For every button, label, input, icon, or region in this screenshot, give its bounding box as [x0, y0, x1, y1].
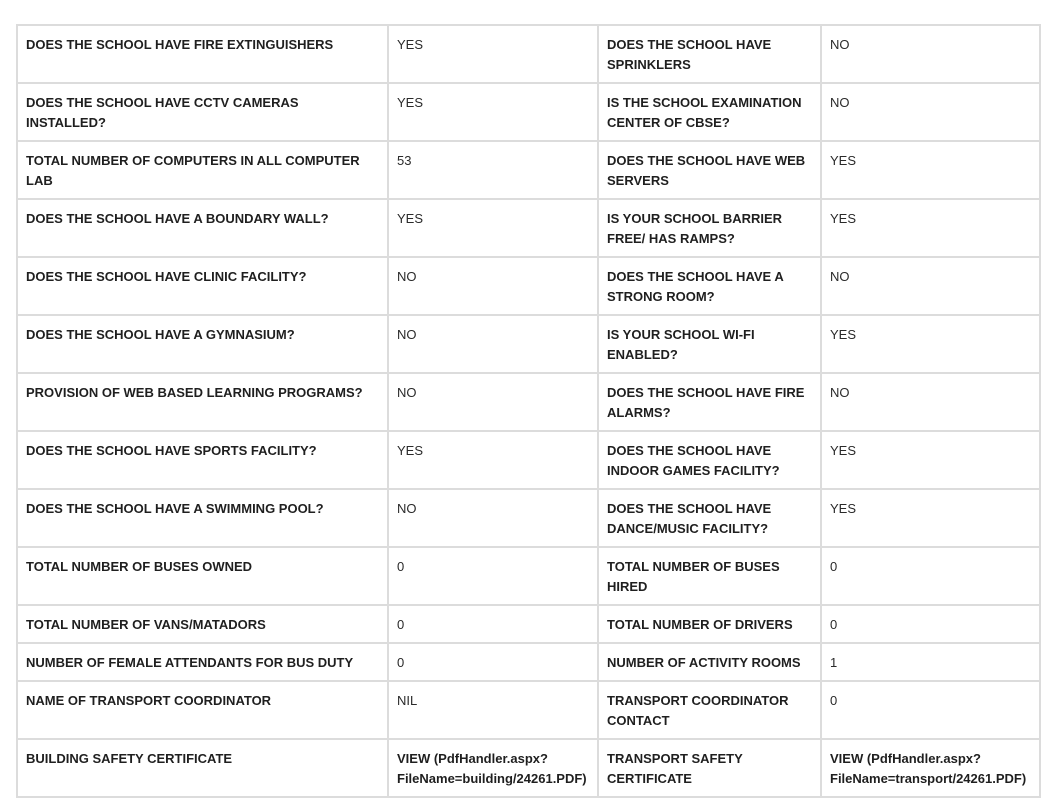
question-cell: NUMBER OF FEMALE ATTENDANTS FOR BUS DUTY — [17, 643, 388, 681]
answer-cell: 0 — [821, 547, 1040, 605]
school-facilities-table — [16, 24, 1041, 798]
answer-cell: 0 — [821, 681, 1040, 739]
answer-cell: NO — [388, 489, 598, 547]
table-row — [17, 199, 1040, 257]
table-row — [17, 315, 1040, 373]
table-row — [17, 547, 1040, 605]
question-cell: DOES THE SCHOOL HAVE WEB SERVERS — [598, 141, 821, 199]
answer-cell: YES — [821, 199, 1040, 257]
question-cell: IS THE SCHOOL EXAMINATION CENTER OF CBSE? — [598, 83, 821, 141]
question-cell: IS YOUR SCHOOL BARRIER FREE/ HAS RAMPS? — [598, 199, 821, 257]
table-row — [17, 373, 1040, 431]
question-cell: NUMBER OF ACTIVITY ROOMS — [598, 643, 821, 681]
question-cell: DOES THE SCHOOL HAVE FIRE ALARMS? — [598, 373, 821, 431]
answer-cell: YES — [388, 431, 598, 489]
transport-certificate-link[interactable]: VIEW (PdfHandler.aspx?FileName=transport/24261.PDF) — [821, 739, 1040, 797]
question-cell: DOES THE SCHOOL HAVE CCTV CAMERAS INSTALLED? — [17, 83, 388, 141]
answer-cell: NO — [388, 373, 598, 431]
question-cell: DOES THE SCHOOL HAVE DANCE/MUSIC FACILITY? — [598, 489, 821, 547]
answer-cell: YES — [821, 489, 1040, 547]
answer-cell: 0 — [388, 643, 598, 681]
answer-cell: 0 — [388, 605, 598, 643]
table-row — [17, 25, 1040, 83]
table-row — [17, 489, 1040, 547]
answer-cell: NO — [821, 373, 1040, 431]
question-cell: TOTAL NUMBER OF BUSES HIRED — [598, 547, 821, 605]
question-cell: DOES THE SCHOOL HAVE INDOOR GAMES FACILITY? — [598, 431, 821, 489]
table-row — [17, 605, 1040, 643]
question-cell: TOTAL NUMBER OF COMPUTERS IN ALL COMPUTER LAB — [17, 141, 388, 199]
table-row — [17, 83, 1040, 141]
answer-cell: 1 — [821, 643, 1040, 681]
table-row — [17, 643, 1040, 681]
answer-cell: NO — [388, 315, 598, 373]
answer-cell: 0 — [821, 605, 1040, 643]
question-cell: TRANSPORT SAFETY CERTIFICATE — [598, 739, 821, 797]
answer-cell: YES — [388, 25, 598, 83]
question-cell: DOES THE SCHOOL HAVE A GYMNASIUM? — [17, 315, 388, 373]
answer-cell: NIL — [388, 681, 598, 739]
answer-cell: NO — [821, 83, 1040, 141]
question-cell: TRANSPORT COORDINATOR CONTACT — [598, 681, 821, 739]
answer-cell: YES — [821, 141, 1040, 199]
table-row — [17, 739, 1040, 797]
answer-cell: 0 — [388, 547, 598, 605]
answer-cell: YES — [821, 315, 1040, 373]
question-cell: DOES THE SCHOOL HAVE FIRE EXTINGUISHERS — [17, 25, 388, 83]
building-certificate-link[interactable]: VIEW (PdfHandler.aspx?FileName=building/24261.PDF) — [388, 739, 598, 797]
question-cell: DOES THE SCHOOL HAVE CLINIC FACILITY? — [17, 257, 388, 315]
question-cell: TOTAL NUMBER OF DRIVERS — [598, 605, 821, 643]
question-cell: PROVISION OF WEB BASED LEARNING PROGRAMS? — [17, 373, 388, 431]
question-cell: DOES THE SCHOOL HAVE SPORTS FACILITY? — [17, 431, 388, 489]
question-cell: DOES THE SCHOOL HAVE A SWIMMING POOL? — [17, 489, 388, 547]
answer-cell: NO — [388, 257, 598, 315]
answer-cell: YES — [388, 83, 598, 141]
question-cell: IS YOUR SCHOOL WI-FI ENABLED? — [598, 315, 821, 373]
question-cell: DOES THE SCHOOL HAVE SPRINKLERS — [598, 25, 821, 83]
question-cell: NAME OF TRANSPORT COORDINATOR — [17, 681, 388, 739]
school-info-panel — [16, 24, 1039, 798]
question-cell: DOES THE SCHOOL HAVE A BOUNDARY WALL? — [17, 199, 388, 257]
answer-cell: YES — [388, 199, 598, 257]
question-cell: TOTAL NUMBER OF VANS/MATADORS — [17, 605, 388, 643]
answer-cell: NO — [821, 25, 1040, 83]
table-row — [17, 431, 1040, 489]
table-row — [17, 257, 1040, 315]
question-cell: DOES THE SCHOOL HAVE A STRONG ROOM? — [598, 257, 821, 315]
table-row — [17, 681, 1040, 739]
table-row — [17, 141, 1040, 199]
answer-cell: YES — [821, 431, 1040, 489]
answer-cell: NO — [821, 257, 1040, 315]
question-cell: TOTAL NUMBER OF BUSES OWNED — [17, 547, 388, 605]
answer-cell: 53 — [388, 141, 598, 199]
question-cell: BUILDING SAFETY CERTIFICATE — [17, 739, 388, 797]
